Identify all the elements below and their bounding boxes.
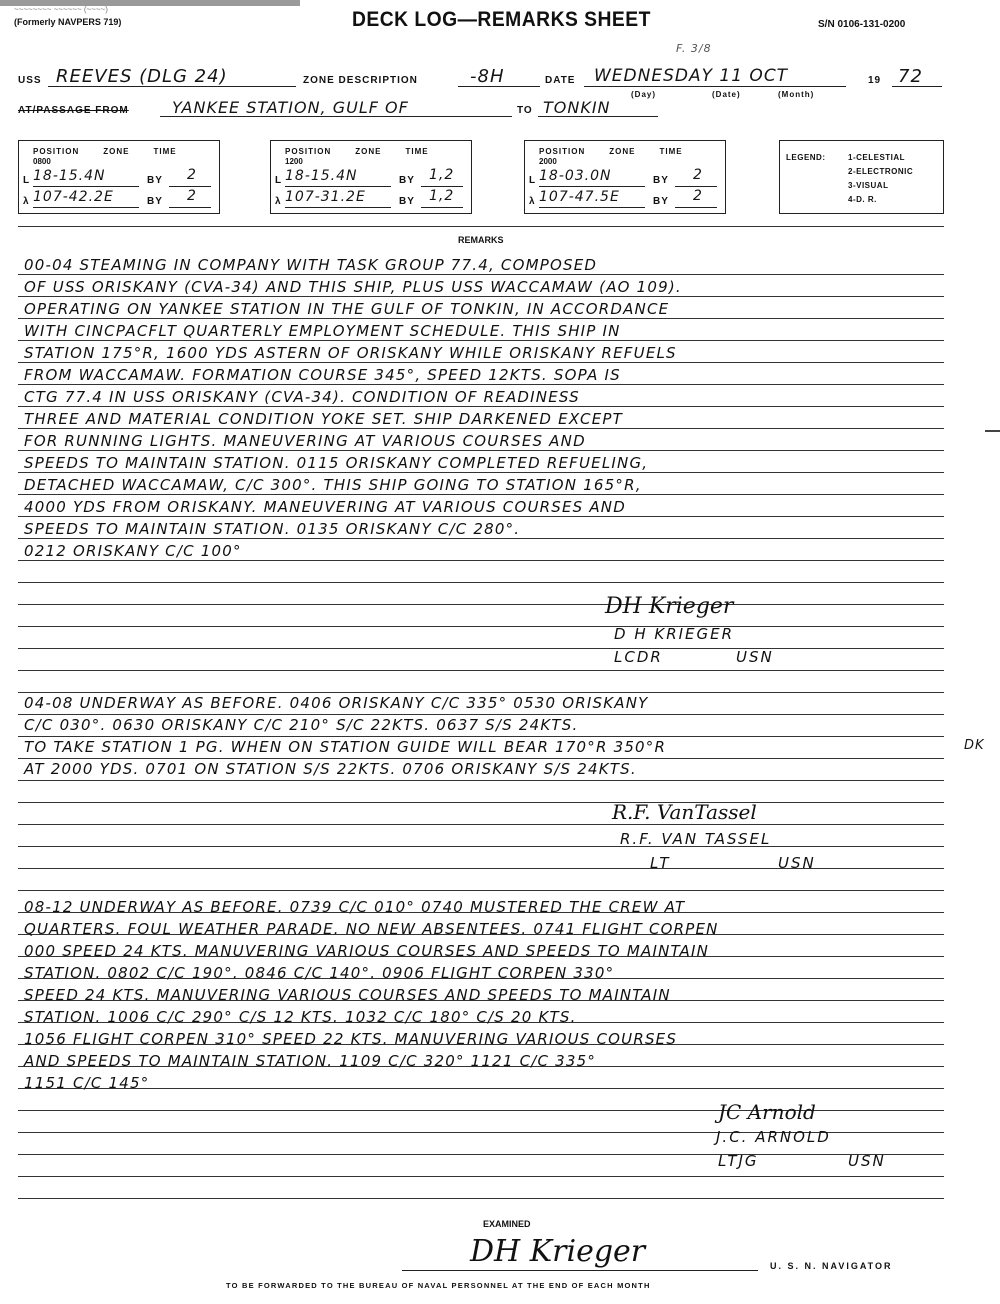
remark-line: AT 2000 YDS. 0701 ON STATION S/S 22KTS. 0706 ORISKANY S/S 24KTS. — [24, 760, 637, 778]
remark-line: OF USS ORISKANY (CVA-34) AND THIS SHIP, PLUS USS WACCAMAW (AO 109). — [24, 278, 682, 296]
legend-title: LEGEND: — [786, 153, 826, 162]
ruled-line — [18, 780, 944, 781]
passage-from: YANKEE STATION, GULF OF — [172, 98, 409, 117]
corner-form-number: (Formerly NAVPERS 719) — [14, 17, 122, 27]
signer-name: D H KRIEGER — [614, 625, 735, 643]
passage-label: AT/PASSAGE FROM — [18, 105, 129, 116]
signer-service: USN — [778, 854, 816, 872]
navigator-signature-line — [402, 1270, 758, 1271]
signer-name: R.F. VAN TASSEL — [620, 830, 772, 848]
ruled-line — [18, 340, 944, 341]
navigator-label: U. S. N. NAVIGATOR — [770, 1261, 893, 1271]
position-box-2000 — [524, 140, 726, 214]
ruled-line — [18, 472, 944, 473]
lat-label: L — [23, 175, 31, 186]
remark-line: 1151 C/C 145° — [24, 1074, 150, 1092]
lon-by: 1,2 — [429, 188, 455, 204]
longitude: 107-42.2E — [33, 189, 114, 205]
position-box-header: POSITION ZONE TIME — [285, 147, 429, 156]
margin-note: DK — [964, 738, 985, 753]
remarks-title: REMARKS — [458, 235, 504, 245]
date-underline — [584, 86, 846, 87]
remark-line: FOR RUNNING LIGHTS. MANEUVERING AT VARIOUS COURSES AND — [24, 432, 586, 450]
signer-rank: LT — [650, 854, 671, 872]
remark-line: FROM WACCAMAW. FORMATION COURSE 345°, SPEED 12KTS. SOPA IS — [24, 366, 621, 384]
lon-label: λ — [23, 196, 30, 207]
by-label: BY — [147, 175, 163, 186]
ruled-line — [18, 1176, 944, 1177]
to-label: TO — [517, 105, 533, 116]
signer-service: USN — [848, 1152, 886, 1170]
ruled-line — [18, 648, 944, 649]
ruled-line — [18, 736, 944, 737]
longitude: 107-47.5E — [539, 189, 620, 205]
scan-edge-mark — [985, 430, 1000, 432]
uss-label: USS — [18, 75, 42, 86]
remarks-top-rule — [18, 226, 944, 227]
by-label: BY — [399, 196, 415, 207]
ruled-line — [18, 670, 944, 671]
ruled-line — [18, 692, 944, 693]
remark-line: QUARTERS. FOUL WEATHER PARADE. NO NEW ABSENTEES. 0741 FLIGHT CORPEN — [24, 920, 719, 938]
ruled-line — [18, 802, 944, 803]
remark-line: 1056 FLIGHT CORPEN 310° SPEED 22 KTS. MANUVERING VARIOUS COURSES — [24, 1030, 678, 1048]
remark-line: C/C 030°. 0630 ORISKANY C/C 210° S/C 22KTS. 0637 S/S 24KTS. — [24, 716, 579, 734]
zone-label: ZONE DESCRIPTION — [303, 75, 418, 86]
remark-line: SPEEDS TO MAINTAIN STATION. 0115 ORISKANY COMPLETED REFUELING, — [24, 454, 649, 472]
ruled-line — [18, 714, 944, 715]
year-value: 72 — [898, 66, 923, 87]
position-time: 0800 — [33, 157, 51, 166]
signer-service: USN — [736, 648, 774, 666]
forwarding-instruction: TO BE FORWARDED TO THE BUREAU OF NAVAL PERSONNEL AT THE END OF EACH MONTH — [226, 1281, 651, 1290]
ruled-line — [18, 560, 944, 561]
remark-line: 4000 YDS FROM ORISKANY. MANEUVERING AT VARIOUS COURSES AND — [24, 498, 626, 516]
ruled-line — [18, 296, 944, 297]
ruled-line — [18, 538, 944, 539]
longitude: 107-31.2E — [285, 189, 366, 205]
ruled-line — [18, 494, 944, 495]
navigator-signature: DH Krieger — [470, 1234, 646, 1269]
remark-line: WITH CINCPACFLT QUARTERLY EMPLOYMENT SCHEDULE. THIS SHIP IN — [24, 322, 621, 340]
ruled-line — [18, 274, 944, 275]
latitude: 18-15.4N — [285, 168, 358, 184]
position-box-1200 — [270, 140, 472, 214]
by-label: BY — [653, 196, 669, 207]
latitude: 18-03.0N — [539, 168, 612, 184]
month-caption: (Month) — [778, 90, 815, 99]
position-time: 2000 — [539, 157, 557, 166]
ruled-line — [18, 582, 944, 583]
lon-label: λ — [529, 196, 536, 207]
page-stamp: F. 3/8 — [676, 42, 712, 55]
by-label: BY — [147, 196, 163, 207]
remark-line: OPERATING ON YANKEE STATION IN THE GULF OF TONKIN, IN ACCORDANCE — [24, 300, 670, 318]
date-label: DATE — [545, 75, 576, 86]
remark-line: SPEEDS TO MAINTAIN STATION. 0135 ORISKANY C/C 280°. — [24, 520, 521, 538]
legend-item: 2-ELECTRONIC — [848, 167, 914, 176]
ruled-line — [18, 758, 944, 759]
signer-rank: LTJG — [718, 1152, 759, 1170]
ruled-line — [18, 626, 944, 627]
zone-value: -8H — [470, 66, 505, 87]
remark-line: THREE AND MATERIAL CONDITION YOKE SET. SHIP DARKENED EXCEPT — [24, 410, 623, 428]
remark-line: TO TAKE STATION 1 PG. WHEN ON STATION GUIDE WILL BEAR 170°R 350°R — [24, 738, 667, 756]
ruled-line — [18, 824, 944, 825]
date-caption: (Date) — [712, 90, 741, 99]
lat-label: L — [529, 175, 537, 186]
ruled-line — [18, 604, 944, 605]
lat-label: L — [275, 175, 283, 186]
passage-to: TONKIN — [543, 98, 611, 117]
remark-line: STATION. 0802 C/C 190°. 0846 C/C 140°. 0906 FLIGHT CORPEN 330° — [24, 964, 615, 982]
latitude: 18-15.4N — [33, 168, 106, 184]
by-label: BY — [399, 175, 415, 186]
legend-item: 1-CELESTIAL — [848, 153, 906, 162]
remark-line: 00-04 STEAMING IN COMPANY WITH TASK GROUP 77.4, COMPOSED — [24, 256, 598, 274]
ruled-line — [18, 406, 944, 407]
examined-label: EXAMINED — [483, 1219, 531, 1229]
signature-1: DH Krieger — [605, 594, 734, 619]
ruled-line — [18, 1088, 944, 1089]
ruled-line — [18, 1154, 944, 1155]
ship-name: REEVES (DLG 24) — [56, 66, 228, 87]
position-box-header: POSITION ZONE TIME — [539, 147, 683, 156]
position-box-header: POSITION ZONE TIME — [33, 147, 177, 156]
ruled-line — [18, 450, 944, 451]
signature-2: R.F. VanTassel — [612, 800, 757, 824]
lon-label: λ — [275, 196, 282, 207]
position-box-0800 — [18, 140, 220, 214]
signer-rank: LCDR — [614, 648, 663, 666]
day-caption: (Day) — [631, 90, 657, 99]
remark-line: DETACHED WACCAMAW, C/C 300°. THIS SHIP GOING TO STATION 165°R, — [24, 476, 642, 494]
ruled-line — [18, 846, 944, 847]
ruled-line — [18, 318, 944, 319]
lon-by: 2 — [693, 188, 703, 204]
ruled-line — [18, 384, 944, 385]
remark-line: STATION 175°R, 1600 YDS ASTERN OF ORISKANY WHILE ORISKANY REFUELS — [24, 344, 677, 362]
remark-line: SPEED 24 KTS. MANUVERING VARIOUS COURSES AND SPEEDS TO MAINTAIN — [24, 986, 671, 1004]
by-label: BY — [653, 175, 669, 186]
form-corner-label — [14, 4, 121, 28]
ruled-line — [18, 890, 944, 891]
signature-3: JC Arnold — [718, 1100, 816, 1124]
year-prefix: 19 — [868, 75, 882, 86]
corner-line-1: ~~~~~~~~ ~~~~~~ (~~~~) — [14, 5, 108, 14]
remark-line: 000 SPEED 24 KTS. MANUVERING VARIOUS COURSES AND SPEEDS TO MAINTAIN — [24, 942, 709, 960]
remark-line: AND SPEEDS TO MAINTAIN STATION. 1109 C/C 320° 1121 C/C 335° — [24, 1052, 597, 1070]
page-title: DECK LOG—REMARKS SHEET — [352, 8, 651, 31]
remark-line: STATION. 1006 C/C 290° C/S 12 KTS. 1032 C/C 180° C/S 20 KTS. — [24, 1008, 577, 1026]
lat-by: 2 — [693, 167, 703, 183]
signer-name: J.C. ARNOLD — [716, 1128, 831, 1146]
ruled-line — [18, 362, 944, 363]
remark-line: CTG 77.4 IN USS ORISKANY (CVA-34). CONDITION OF READINESS — [24, 388, 580, 406]
remark-line: 04-08 UNDERWAY AS BEFORE. 0406 ORISKANY C/C 335° 0530 ORISKANY — [24, 694, 649, 712]
ruled-line — [18, 428, 944, 429]
ruled-line — [18, 516, 944, 517]
legend-item: 3-VISUAL — [848, 181, 889, 190]
legend-item: 4-D. R. — [848, 195, 877, 204]
remark-line: 0212 ORISKANY C/C 100° — [24, 542, 242, 560]
remark-line: 08-12 UNDERWAY AS BEFORE. 0739 C/C 010° 0740 MUSTERED THE CREW AT — [24, 898, 686, 916]
date-value: WEDNESDAY 11 OCT — [594, 66, 789, 86]
position-time: 1200 — [285, 157, 303, 166]
serial-number: S/N 0106-131-0200 — [818, 19, 906, 30]
lon-by: 2 — [187, 188, 197, 204]
lat-by: 2 — [187, 167, 197, 183]
ruled-line — [18, 1198, 944, 1199]
legend-box — [779, 140, 944, 214]
lat-by: 1,2 — [429, 167, 455, 183]
